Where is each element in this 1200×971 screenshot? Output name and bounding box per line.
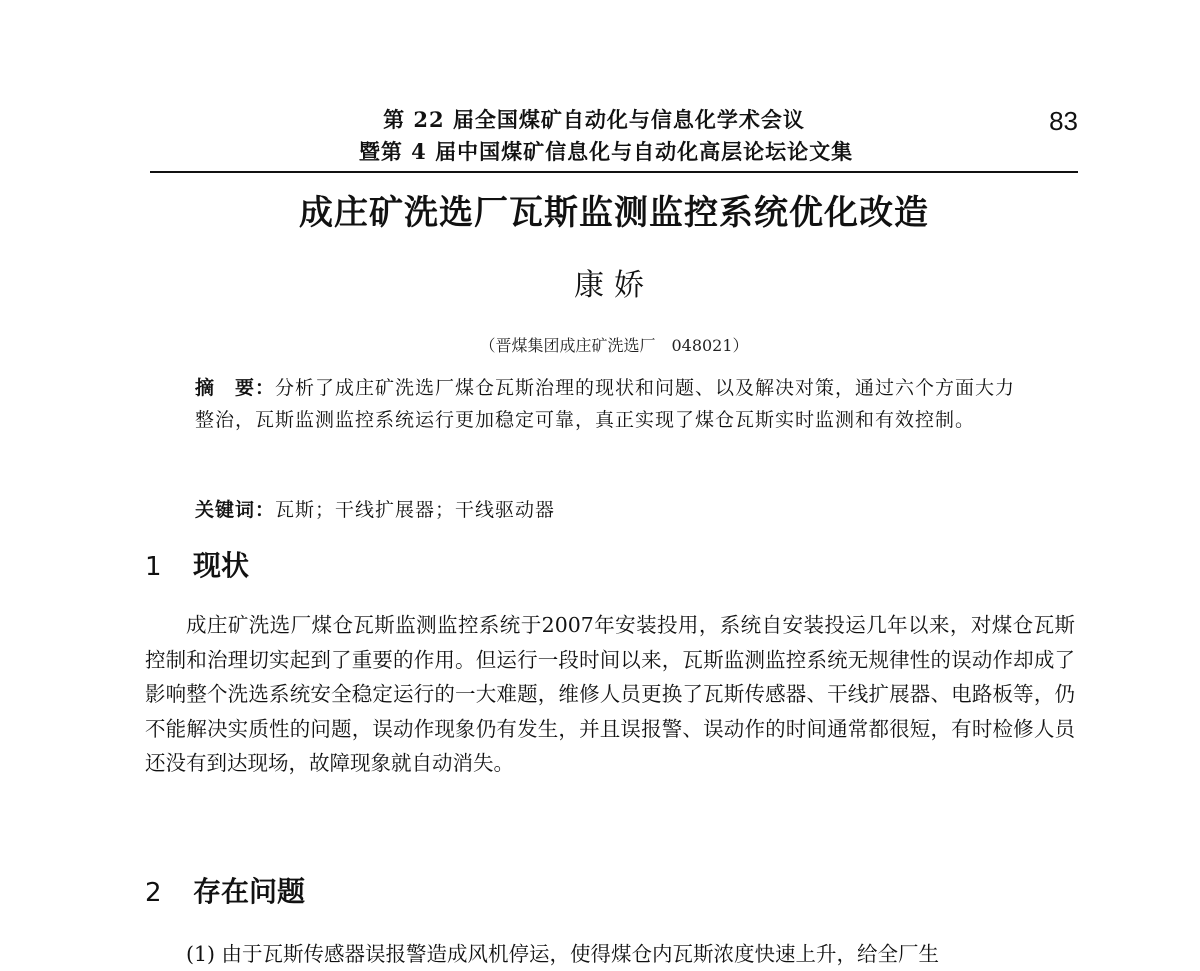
- section-heading-1: [145, 546, 249, 587]
- section-number: 1: [145, 552, 162, 582]
- abstract-label: 摘 要：: [195, 377, 276, 399]
- section-1-paragraph: 成庄矿洗选厂煤仓瓦斯监测监控系统于2007年安装投用，系统自安装投运几年以来，对煤仓瓦斯控制和治理切实起到了重要的作用。但运行一段时间以来，瓦斯监测监控系统无规律性的误动作却成了影响整个洗选系统安全稳定运行的一大难题，维修人员更换了瓦斯传感器、干线扩展器、电路板等，仍不能解决实质性的问题，误动作现象仍有发生，并且误报警、误动作的时间通常都很短，有时检修人员还没有到达现场，故障现象就自动消失。: [145, 613, 1075, 775]
- header-divider: [150, 171, 1078, 173]
- paper-title: 成庄矿洗选厂瓦斯监测监控系统优化改造: [299, 193, 929, 233]
- page-number: 83: [1049, 106, 1078, 136]
- abstract-text: 分析了成庄矿洗选厂煤仓瓦斯治理的现状和问题、以及解决对策，通过六个方面大力整治，瓦斯监测监控系统运行更加稳定可靠，真正实现了煤仓瓦斯实时监测和有效控制。: [195, 377, 1016, 431]
- section-number: 2: [145, 878, 162, 908]
- conference-title-line-2: 暨第 4 届中国煤矿信息化与自动化高层论坛论文集: [358, 139, 854, 164]
- abstract: [195, 372, 1035, 436]
- author-name: 康娇: [574, 268, 654, 303]
- running-header: [150, 104, 1078, 174]
- keywords: [195, 494, 1035, 526]
- section-title: 现状: [193, 549, 250, 582]
- conference-title-line-1: 第 22 届全国煤矿自动化与信息化学术会议: [383, 107, 805, 132]
- keywords-label: 关键词：: [195, 499, 276, 521]
- keywords-text: 瓦斯；干线扩展器；干线驱动器: [275, 499, 556, 521]
- section-2-paragraph: (1) 由于瓦斯传感器误报警造成风机停运，使得煤仓内瓦斯浓度快速上升，给全厂生: [186, 942, 940, 966]
- section-heading-2: [145, 872, 305, 913]
- section-title: 存在问题: [193, 875, 306, 908]
- author-affiliation: （晋煤集团成庄矿洗选厂 048021）: [479, 336, 749, 355]
